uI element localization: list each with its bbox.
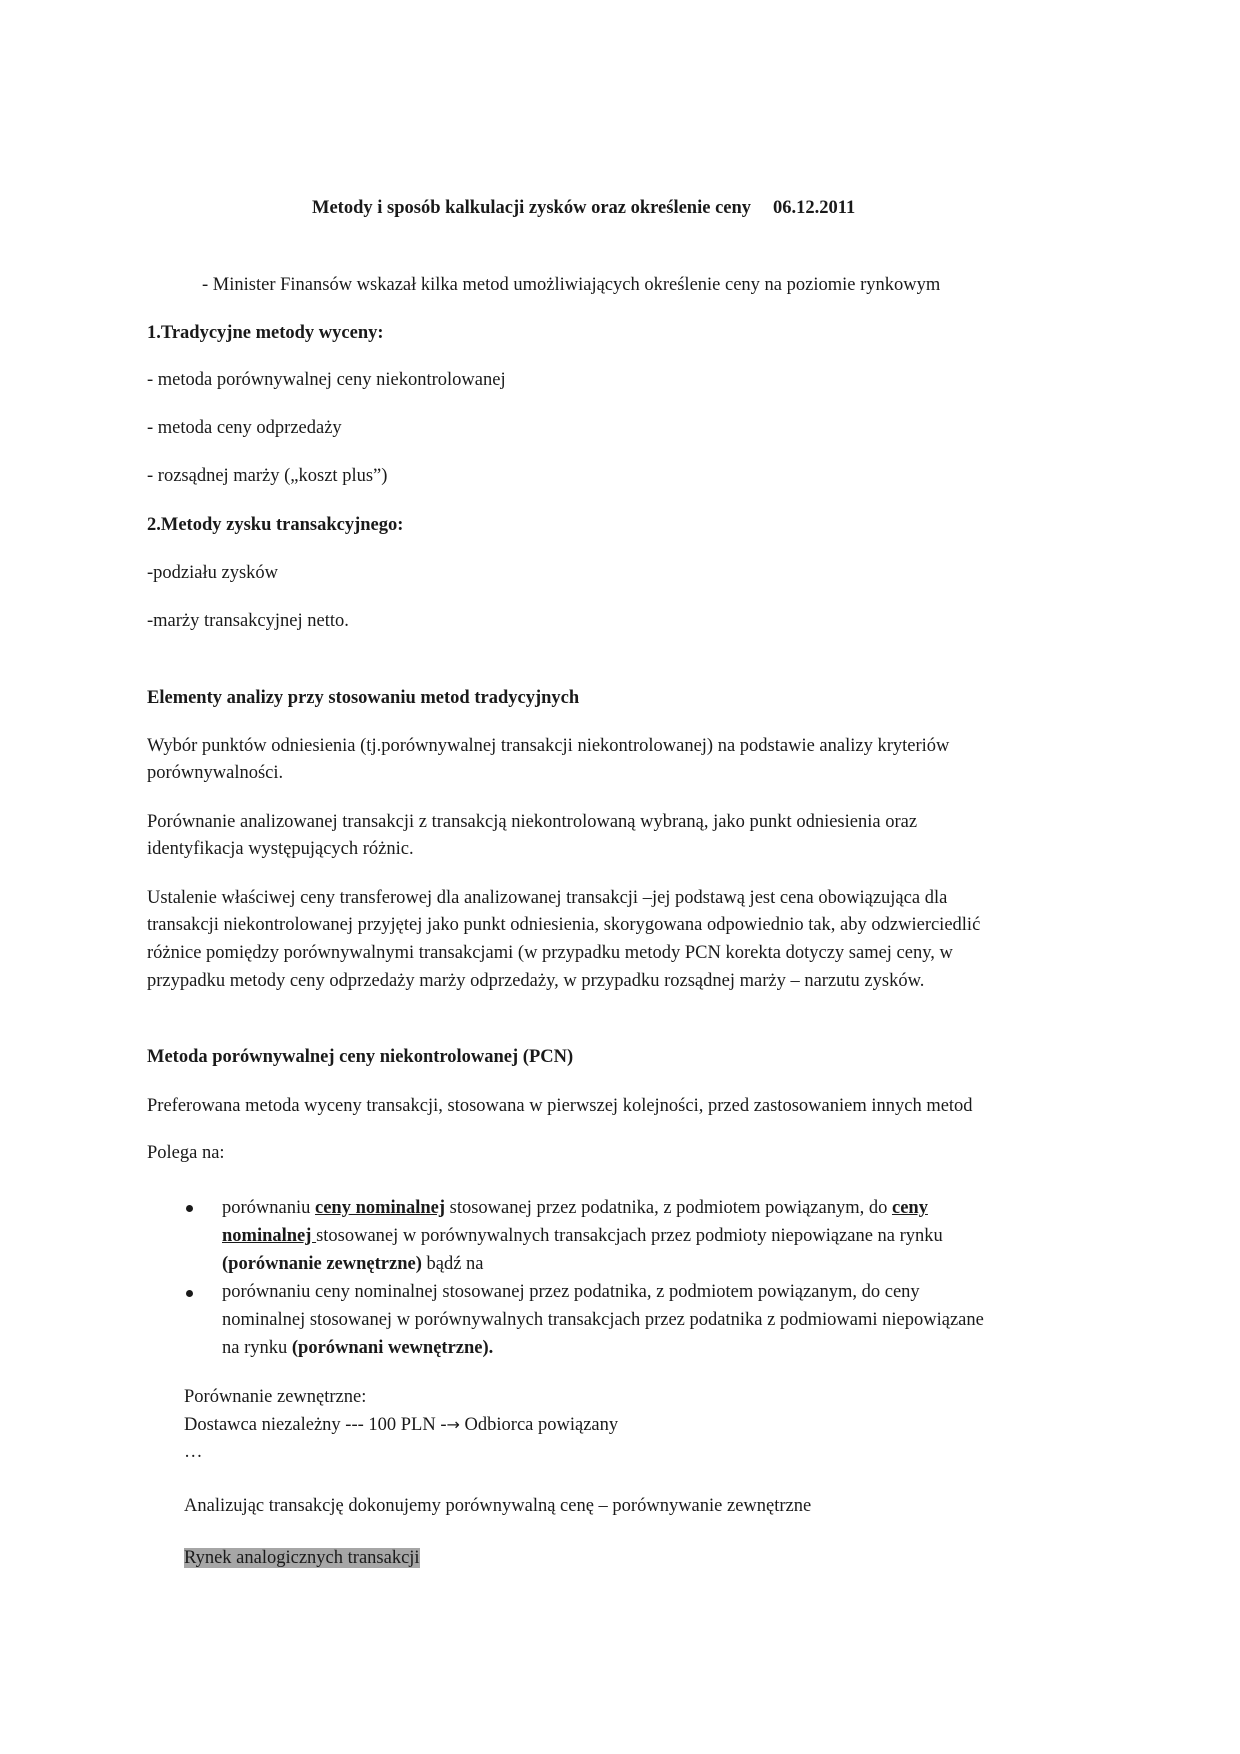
example-line: [184, 1411, 618, 1439]
analysis-line: Analizując transakcję dokonujemy porównywalną cenę – porównywanie zewnętrzne: [184, 1496, 812, 1516]
paragraph-line: Porównanie analizowanej transakcji z transakcją niekontrolowaną wybraną, jako punkt odniesienia oraz: [147, 812, 918, 832]
paragraph-line: Ustalenie właściwej ceny transferowej dla analizowanej transakcji –jej podstawą jest cena obowiązująca dla: [147, 888, 948, 908]
bullet1-text: stosowanej przez podatnika, z podmiotem powiązanym, do: [445, 1198, 892, 1218]
pcn-heading: Metoda porównywalnej ceny niekontrolowanej (PCN): [147, 1047, 574, 1067]
example-left: Dostawca niezależny --- 100 PLN -: [184, 1415, 447, 1435]
paragraph-line: różnice pomiędzy porównywalnymi transakcjami (w przypadku metody PCN korekta dotyczy samej ceny, w: [147, 943, 953, 963]
example-label: Porównanie zewnętrzne:: [184, 1387, 367, 1407]
section2-item: -podziału zysków: [147, 563, 279, 583]
bullet1-line2: [222, 1222, 943, 1250]
section2-heading: 2.Metody zysku transakcyjnego:: [147, 515, 404, 535]
bullet1-bold: (porównanie zewnętrzne): [222, 1254, 422, 1274]
elements-heading: Elementy analizy przy stosowaniu metod tradycyjnych: [147, 688, 580, 708]
bullet-icon: [186, 1290, 193, 1297]
highlighted-text: [184, 1544, 420, 1572]
title-text: Metody i sposób kalkulacji zysków oraz określenie ceny: [312, 198, 752, 218]
bullet2-line2: nominalnej stosowanej w porównywalnych transakcjach przez podatnika z podmiowami niepowiązane: [222, 1310, 984, 1330]
bullet1-bold: ceny nominalnej: [315, 1198, 446, 1218]
bullet-icon: [186, 1205, 193, 1212]
bullet1-line1: [222, 1194, 928, 1222]
bullet1-line3: [222, 1250, 484, 1278]
pcn-polega: Polega na:: [147, 1143, 225, 1163]
bullet1-bold: nominalnej: [222, 1226, 317, 1246]
arrow-right-icon: →: [446, 1415, 460, 1434]
paragraph-line: Wybór punktów odniesienia (tj.porównywalnej transakcji niekontrolowanej) na podstawie analizy kryteriów: [147, 736, 950, 756]
section1-heading: 1.Tradycyjne metody wyceny:: [147, 323, 384, 343]
intro-line: - Minister Finansów wskazał kilka metod umożliwiających określenie ceny na poziomie rynkowym: [202, 275, 941, 295]
ellipsis: …: [184, 1442, 203, 1462]
section1-item: - rozsądnej marży („koszt plus”): [147, 466, 388, 486]
page-title: [312, 194, 855, 222]
paragraph-line: transakcji niekontrolowanej przyjętej jako punkt odniesienia, skorygowana odpowiednio tak, aby odzwierciedlić: [147, 915, 981, 935]
pcn-paragraph: Preferowana metoda wyceny transakcji, stosowana w pierwszej kolejności, przed zastosowaniem innych metod: [147, 1096, 973, 1116]
section1-item: - metoda ceny odprzedaży: [147, 418, 342, 438]
bullet2-bold: (porównani wewnętrzne).: [291, 1338, 494, 1358]
paragraph-line: przypadku metody ceny odprzedaży marży odprzedaży, w przypadku rozsądnej marży – narzutu zysków.: [147, 971, 925, 991]
bullet1-bold: ceny: [891, 1198, 928, 1218]
title-date: 06.12.2011: [773, 198, 856, 218]
paragraph-line: porównywalności.: [147, 763, 284, 783]
example-right: Odbiorca powiązany: [459, 1415, 619, 1435]
bullet1-text: porównaniu: [222, 1198, 315, 1218]
bullet2-line3: [222, 1334, 493, 1362]
paragraph-line: identyfikacja występujących różnic.: [147, 839, 414, 859]
section1-item: - metoda porównywalnej ceny niekontrolowanej: [147, 370, 506, 390]
section2-item: -marży transakcyjnej netto.: [147, 611, 349, 631]
highlight-span: Rynek analogicznych transakcji: [184, 1548, 420, 1568]
bullet2-line1: porównaniu ceny nominalnej stosowanej przez podatnika, z podmiotem powiązanym, do ceny: [222, 1282, 920, 1302]
bullet1-text: stosowanej w porównywalnych transakcjach przez podmioty niepowiązane na rynku: [316, 1226, 943, 1246]
bullet1-text: bądź na: [421, 1254, 484, 1274]
bullet2-text: na rynku: [222, 1338, 292, 1358]
